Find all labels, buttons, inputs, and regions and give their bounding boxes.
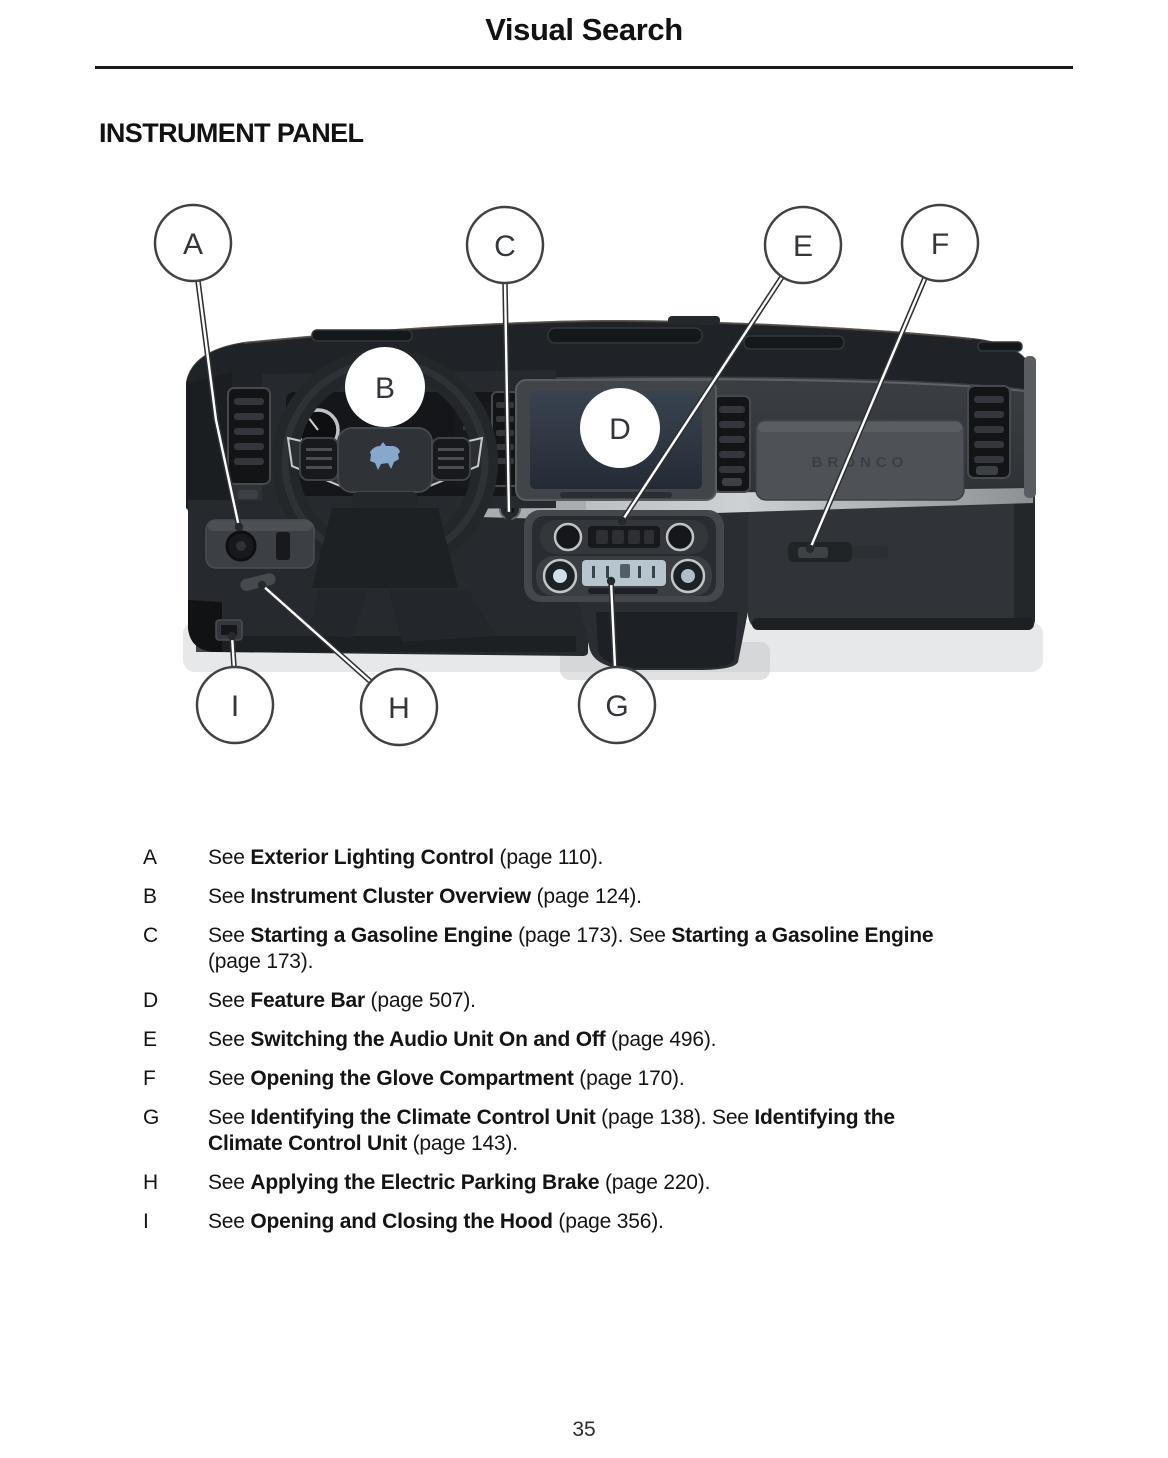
legend-text: See Switching the Audio Unit On and Off (page 496).	[208, 1028, 717, 1051]
embossed-brand-text: BRONCO	[811, 454, 909, 471]
legend-list	[143, 845, 1128, 1248]
glove-box	[748, 496, 1035, 630]
callout-letter-C: C	[494, 229, 516, 263]
legend-item-I	[143, 1209, 1128, 1235]
legend-letter: H	[143, 1171, 158, 1194]
legend-text: See Starting a Gasoline Engine (page 173). See Starting a Gasoline Engine (page 173).	[208, 924, 934, 973]
legend-item-E	[143, 1027, 1128, 1053]
page-number: 35	[572, 1418, 596, 1441]
legend-text: See Applying the Electric Parking Brake (page 220).	[208, 1171, 711, 1194]
steering-column	[312, 508, 458, 588]
legend-item-C	[143, 923, 1128, 975]
legend-letter: F	[143, 1067, 156, 1090]
instrument-panel-diagram	[0, 195, 1168, 785]
legend-text: See Opening and Closing the Hood (page 356).	[208, 1210, 664, 1233]
legend-letter: E	[143, 1028, 157, 1051]
callout-letter-F: F	[930, 227, 950, 261]
callout-letter-A: A	[182, 227, 204, 261]
dashboard-svg	[0, 195, 1168, 785]
callout-letter-I: I	[230, 689, 240, 723]
legend-item-A	[143, 845, 1128, 871]
legend-item-B	[143, 884, 1128, 910]
callout-letter-G: G	[605, 689, 629, 723]
callout-letter-H: H	[388, 691, 410, 725]
legend-letter: C	[143, 924, 158, 947]
legend-item-G	[143, 1105, 1128, 1157]
legend-text: See Identifying the Climate Control Unit (page 138). See Identifying the Climate Control Unit (page 143).	[208, 1106, 895, 1155]
legend-item-D	[143, 988, 1128, 1014]
legend-text: See Instrument Cluster Overview (page 124).	[208, 885, 642, 908]
legend-letter: A	[143, 846, 157, 869]
legend-letter: B	[143, 885, 157, 908]
callout-letter-D: D	[609, 412, 631, 446]
callout-letter-E: E	[792, 229, 814, 263]
lighting-control-pod	[206, 520, 314, 568]
legend-text: See Feature Bar (page 507).	[208, 989, 476, 1012]
callout-letter-B: B	[374, 371, 396, 405]
title-divider	[95, 66, 1073, 69]
legend-item-F	[143, 1066, 1128, 1092]
legend-letter: D	[143, 989, 158, 1012]
section-heading: INSTRUMENT PANEL	[99, 118, 364, 148]
page-title: Visual Search	[485, 12, 683, 47]
legend-letter: G	[143, 1106, 160, 1129]
legend-letter: I	[143, 1210, 149, 1233]
legend-text: See Exterior Lighting Control (page 110).	[208, 846, 604, 869]
legend-item-H	[143, 1170, 1128, 1196]
legend-text: See Opening the Glove Compartment (page 170).	[208, 1067, 685, 1090]
